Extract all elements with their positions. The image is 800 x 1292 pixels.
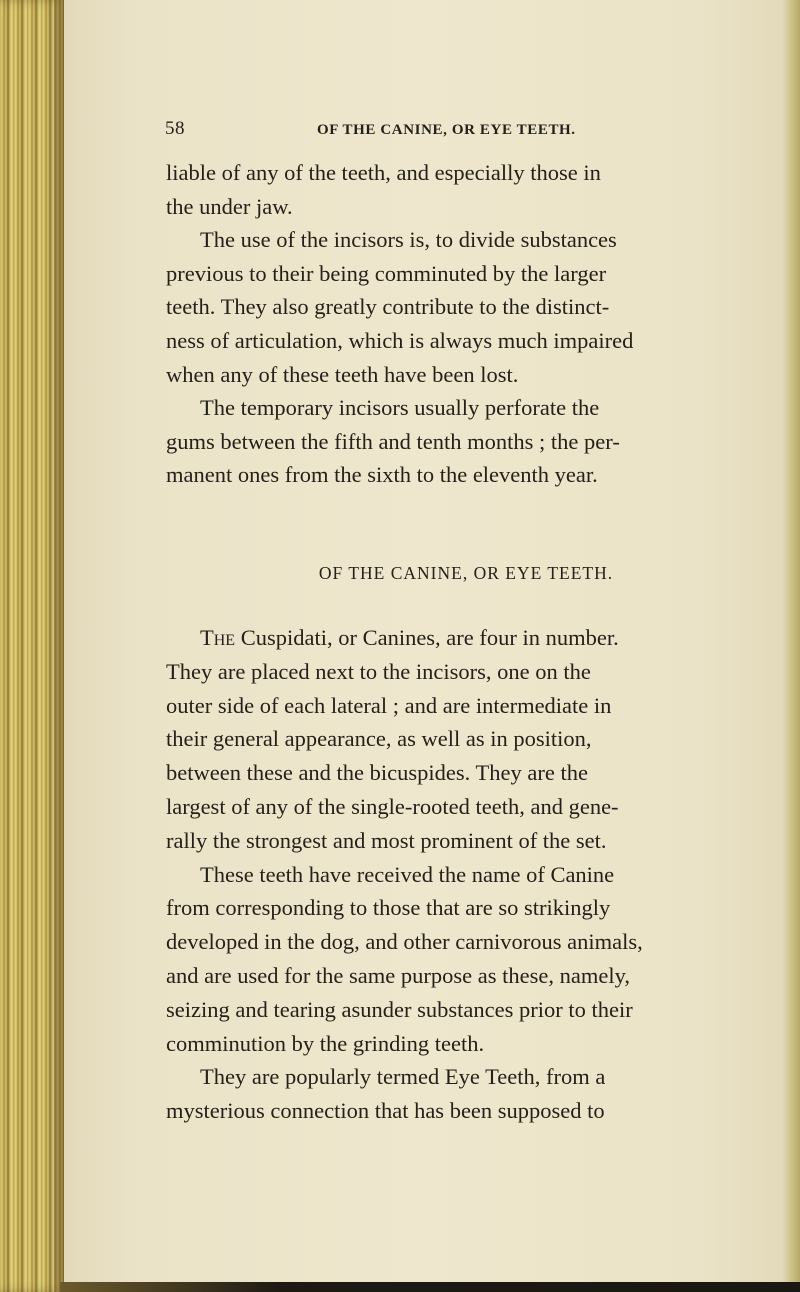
text-line: from corresponding to those that are so strikingly bbox=[166, 895, 611, 921]
text-line: The use of the incisors is, to divide substances bbox=[200, 227, 617, 253]
paragraph-block-two bbox=[166, 621, 766, 1128]
bottom-edge-shadow bbox=[60, 1282, 800, 1292]
text-line: their general appearance, as well as in position, bbox=[166, 726, 592, 752]
text-line: manent ones from the sixth to the eleventh year. bbox=[166, 462, 598, 488]
text-line: teeth. They also greatly contribute to the distinct- bbox=[166, 294, 610, 320]
text-line: liable of any of the teeth, and especially those in bbox=[166, 160, 601, 185]
section-heading: OF THE CANINE, OR EYE TEETH. bbox=[318, 563, 614, 583]
text-line: outer side of each lateral ; and are intermediate in bbox=[166, 692, 612, 718]
text-line: largest of any of the single-rooted teeth, and gene- bbox=[166, 793, 619, 819]
text-line: seizing and tearing asunder substances prior to their bbox=[166, 996, 633, 1022]
text-line: when any of these teeth have been lost. bbox=[166, 361, 519, 387]
page-edge-shadow bbox=[782, 0, 800, 1292]
text-line: between these and the bicuspides. They are the bbox=[166, 760, 588, 786]
text-line: They are placed next to the incisors, one on the bbox=[166, 658, 591, 684]
text-line: The temporary incisors usually perforate the bbox=[200, 395, 600, 421]
text-line: mysterious connection that has been supposed to bbox=[166, 1098, 605, 1124]
running-head: OF THE CANINE, OR EYE TEETH. bbox=[317, 122, 576, 138]
text-line: and are used for the same purpose as these, namely, bbox=[166, 962, 630, 988]
text-line: These teeth have received the name of Canine bbox=[200, 861, 615, 887]
text-line: previous to their being comminuted by the larger bbox=[166, 260, 607, 286]
text-line: rally the strongest and most prominent of the set. bbox=[166, 827, 607, 853]
text-line: developed in the dog, and other carnivorous animals, bbox=[166, 929, 643, 955]
text-line: gums between the fifth and tenth months ; the per- bbox=[166, 428, 620, 454]
text-line: ness of articulation, which is always much impaired bbox=[166, 327, 634, 353]
text-line: They are popularly termed Eye Teeth, from a bbox=[200, 1064, 606, 1090]
page-number: 58 bbox=[165, 118, 185, 139]
initial-word: The bbox=[200, 625, 236, 650]
page-header bbox=[165, 117, 765, 141]
book-binding bbox=[0, 0, 64, 1292]
text-line: comminution by the grinding teeth. bbox=[166, 1030, 485, 1056]
text-line: the under jaw. bbox=[166, 193, 293, 219]
text-line: The Cuspidati, or Canines, are four in number. bbox=[200, 625, 619, 650]
paragraph-block-one bbox=[166, 156, 766, 492]
